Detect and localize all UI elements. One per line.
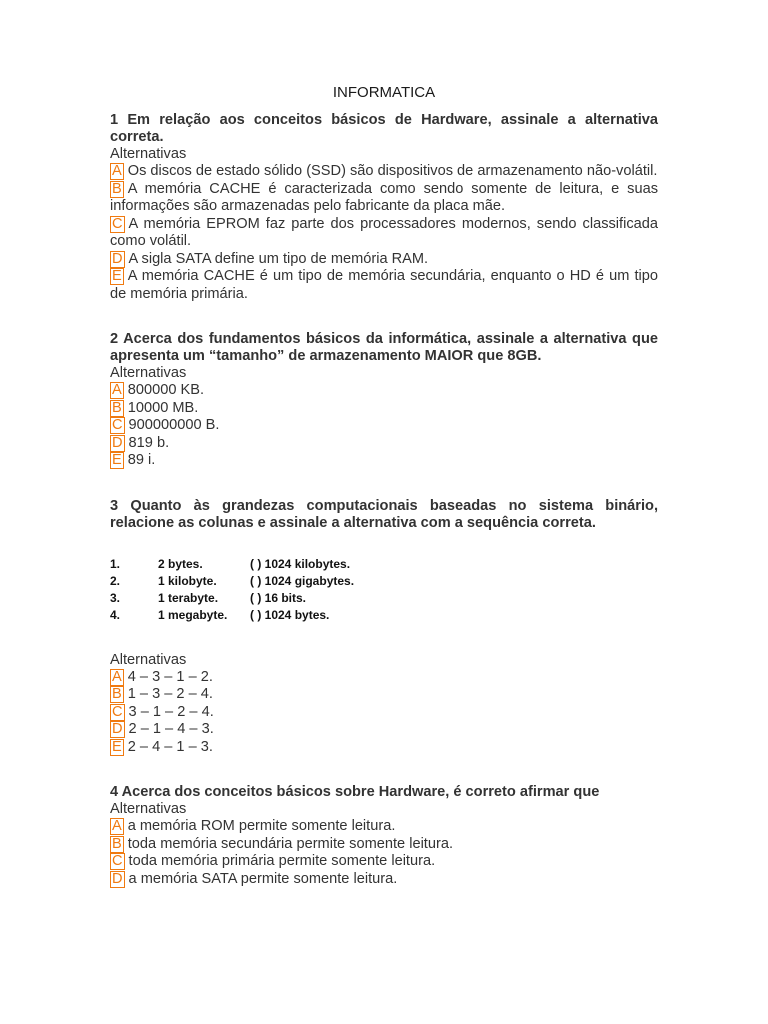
option-letter: C [112,703,123,720]
option-text: 800000 KB. [127,382,205,398]
question-text: 3 Quanto às grandezas computacionais baseadas no sistema binário, relacione as colunas e assinale a alternativa com a sequência correta. [110,497,658,531]
option-c[interactable] [110,417,658,435]
row-number: 2. [110,573,121,588]
row-left: 1 megabyte. [158,607,228,622]
alternatives-label: Alternativas [110,146,187,162]
option-letter: A [112,382,122,398]
question-2 [110,331,658,470]
question-text: 2 Acerca dos fundamentos básicos da informática, assinale a alternativa que apresenta um “tamanho” de armazenamento MAIOR que 8GB. [110,331,658,364]
option-letter: A [112,818,122,834]
option-text: a memória SATA permite somente leitura. [128,870,398,887]
option-d[interactable] [110,721,658,739]
option-text: 3 – 1 – 2 – 4. [128,703,214,720]
alternatives-label: Alternativas [110,801,187,817]
option-letter: A [112,163,122,179]
option-letter: D [112,250,123,267]
option-text: toda memória primária permite somente leitura. [128,853,436,869]
option-text: 2 – 1 – 4 – 3. [128,721,214,737]
option-text: 10000 MB. [127,399,199,416]
option-text: 900000000 B. [128,417,220,433]
question-1 [110,112,658,303]
option-a[interactable] [110,382,658,400]
question-text: 1 Em relação aos conceitos básicos de Hardware, assinale a alternativa correta. [110,112,658,145]
option-text: toda memória secundária permite somente leitura. [127,835,454,852]
table-row [110,573,658,590]
option-c[interactable] [110,704,658,722]
option-b[interactable] [110,400,658,418]
option-d[interactable] [110,435,658,453]
row-number: 3. [110,590,121,605]
document-title: INFORMATICA [332,84,436,101]
option-c[interactable] [110,853,658,871]
option-c[interactable] [110,216,658,251]
option-a[interactable] [110,163,658,181]
option-e[interactable] [110,452,658,470]
row-right: ( ) 1024 kilobytes. [250,556,351,571]
option-letter: C [112,417,123,433]
option-text: Os discos de estado sólido (SSD) são dispositivos de armazenamento não-volátil. [127,163,658,179]
row-right: ( ) 16 bits. [250,590,307,605]
option-e[interactable] [110,739,658,757]
option-text: 819 b. [128,434,170,451]
table-row [110,556,658,573]
option-b[interactable] [110,836,658,854]
option-text: 4 – 3 – 1 – 2. [127,668,213,685]
option-text: A memória EPROM faz parte dos processadores modernos, sendo classificada como volátil. [110,215,658,249]
question-text: 4 Acerca dos conceitos básicos sobre Hardware, é correto afirmar que [110,784,600,800]
option-letter: D [112,870,123,887]
question-3 [110,498,658,757]
option-letter: D [112,434,123,451]
question-4 [110,784,658,888]
option-text: 2 – 4 – 1 – 3. [127,738,213,755]
option-letter: B [112,399,122,416]
row-left: 1 kilobyte. [158,573,217,588]
row-left: 2 bytes. [158,556,203,571]
row-number: 1. [110,556,121,571]
option-letter: B [112,180,122,197]
option-letter: B [112,686,122,702]
option-letter: B [112,835,122,852]
option-letter: C [112,853,123,869]
option-letter: E [112,452,122,468]
option-b[interactable] [110,181,658,216]
option-letter: A [112,668,122,685]
option-letter: D [112,721,123,737]
option-d[interactable] [110,871,658,889]
document-page [110,84,658,888]
option-a[interactable] [110,818,658,836]
option-e[interactable] [110,268,658,303]
option-d[interactable] [110,251,658,269]
option-letter: E [112,268,122,284]
option-text: A memória CACHE é caracterizada como sendo somente de leitura, e suas informações são armazenadas pelo fabricante da placa mãe. [110,180,658,214]
alternatives-label: Alternativas [110,651,187,668]
option-b[interactable] [110,686,658,704]
option-text: A memória CACHE é um tipo de memória secundária, enquanto o HD é um tipo de memória primária. [110,268,658,302]
option-letter: C [112,215,123,232]
row-left: 1 terabyte. [158,590,219,605]
option-text: 1 – 3 – 2 – 4. [127,686,213,702]
row-number: 4. [110,607,121,622]
table-row [110,590,658,607]
table-row [110,607,658,624]
option-a[interactable] [110,669,658,687]
alternatives-label: Alternativas [110,365,187,381]
option-letter: E [112,738,122,755]
option-text: A sigla SATA define um tipo de memória RAM. [128,250,429,267]
option-text: 89 i. [127,452,156,468]
row-right: ( ) 1024 gigabytes. [250,573,355,588]
option-text: a memória ROM permite somente leitura. [127,818,396,834]
row-right: ( ) 1024 bytes. [250,607,330,622]
matching-table [110,556,658,624]
